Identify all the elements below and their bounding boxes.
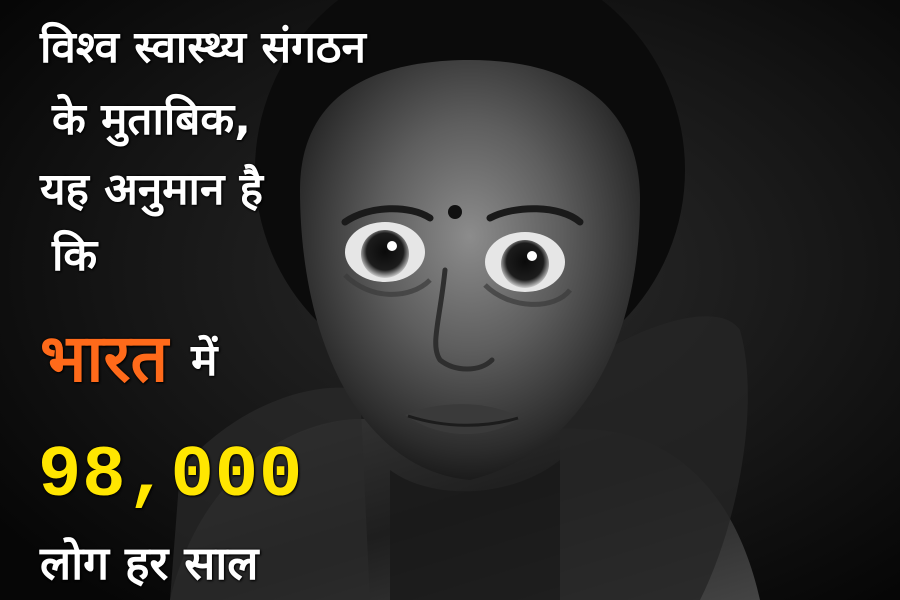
headline-line-last: लोग हर साल: [40, 536, 259, 590]
headline-line-1: विश्व स्वास्थ्य संगठन: [40, 22, 366, 73]
headline-line-3: यह अनुमान है: [40, 164, 264, 215]
highlight-word: भारत: [40, 320, 169, 397]
figure-number: 98,000: [38, 435, 304, 517]
headline-line-4: कि: [52, 230, 98, 281]
headline-line-2: के मुताबिक,: [52, 94, 251, 145]
highlight-suffix: में: [191, 335, 218, 386]
headline-line-5: [40, 320, 218, 397]
